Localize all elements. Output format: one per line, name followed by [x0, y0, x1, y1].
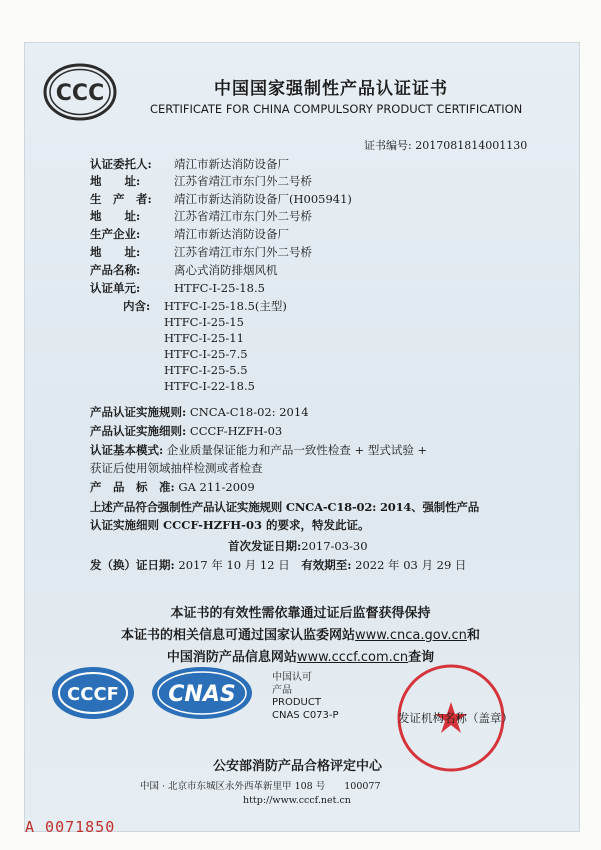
cnas-logo-icon	[150, 665, 255, 721]
cccf-logo-icon	[50, 665, 136, 721]
statement-line-2: 认证实施细则 CCCF-HZFH-03 的要求，特发此证。	[90, 518, 370, 532]
cert-number: 证书编号: 2017081814001130	[364, 139, 528, 152]
ccc-logo-icon	[42, 62, 118, 122]
organization-url[interactable]: http://www.cccf.net.cn	[243, 795, 351, 806]
first-issue-date: 首次发证日期:2017-03-30	[228, 539, 368, 553]
content-item: HTFC-I-25-18.5(主型)	[164, 299, 287, 313]
content-label: 内含:	[123, 299, 151, 313]
mode-row-2: 获证后使用领域抽样检测或者检查	[90, 461, 263, 475]
factory-address-row: 地 址: 江苏省靖江市东门外二号桥	[90, 245, 312, 259]
factory-row: 生产企业: 靖江市新达消防设备厂	[90, 227, 289, 241]
content-item: HTFC-I-25-7.5	[164, 347, 248, 361]
content-item: HTFC-I-25-5.5	[164, 363, 248, 377]
producer-address-row: 地 址: 江苏省靖江市东门外二号桥	[90, 209, 312, 223]
content-item: HTFC-I-25-15	[164, 315, 244, 329]
notice-line-2: 本证书的相关信息可通过国家认监委网站www.cnca.gov.cn和	[121, 628, 480, 643]
content-list	[164, 298, 287, 394]
content-item: HTFC-I-25-11	[164, 331, 244, 345]
client-row: 认证委托人: 靖江市新达消防设备厂	[90, 157, 289, 171]
statement-line-1: 上述产品符合强制性产品认证实施规则 CNCA-C18-02: 2014、强制性产品	[90, 500, 480, 514]
cccf-link[interactable]: www.cccf.com.cn	[296, 650, 409, 665]
issuing-organization: 公安部消防产品合格评定中心	[213, 759, 383, 774]
standard-row: 产 品 标 准: GA 211-2009	[90, 480, 255, 494]
seal-caption: 发证机构名称（盖章）	[398, 711, 513, 725]
notice-line-1: 本证书的有效性需依靠通过证后监督获得保持	[170, 606, 431, 621]
accreditation-block: 中国认可 产品 PRODUCT CNAS C073-P	[272, 672, 339, 721]
svg-text:CNAS: CNAS	[168, 682, 236, 707]
cert-unit-row: 认证单元: HTFC-I-25-18.5	[90, 281, 265, 295]
cnca-link[interactable]: www.cnca.gov.cn	[355, 628, 467, 643]
svg-text:CCCF: CCCF	[67, 684, 119, 705]
product-name-row: 产品名称: 离心式消防排烟风机	[90, 263, 278, 277]
title-en: CERTIFICATE FOR CHINA COMPULSORY PRODUCT CERTIFICATION	[150, 102, 523, 116]
producer-row: 生 产 者: 靖江市新达消防设备厂(H005941)	[90, 192, 352, 206]
svg-text:CCC: CCC	[55, 81, 105, 106]
serial-number: A 0071850	[25, 818, 116, 836]
organization-address: 中国 · 北京市东城区永外西革新里甲 108 号 100077	[140, 781, 381, 792]
detail-row: 产品认证实施细则: CCCF-HZFH-03	[90, 424, 283, 438]
content-item: HTFC-I-22-18.5	[164, 379, 255, 393]
mode-row: 认证基本模式: 企业质量保证能力和产品一致性检查 + 型式试验 +	[90, 443, 428, 457]
title-cn: 中国国家强制性产品认证证书	[214, 79, 448, 99]
issue-expiry-row: 发（换）证日期: 2017 年 10 月 12 日 有效期至: 2022 年 03 月 29 日	[90, 558, 467, 572]
client-address-row: 地 址: 江苏省靖江市东门外二号桥	[90, 174, 312, 188]
rule-row: 产品认证实施规则: CNCA-C18-02: 2014	[90, 405, 309, 419]
notice-line-3: 中国消防产品信息网站www.cccf.com.cn查询	[166, 650, 435, 665]
